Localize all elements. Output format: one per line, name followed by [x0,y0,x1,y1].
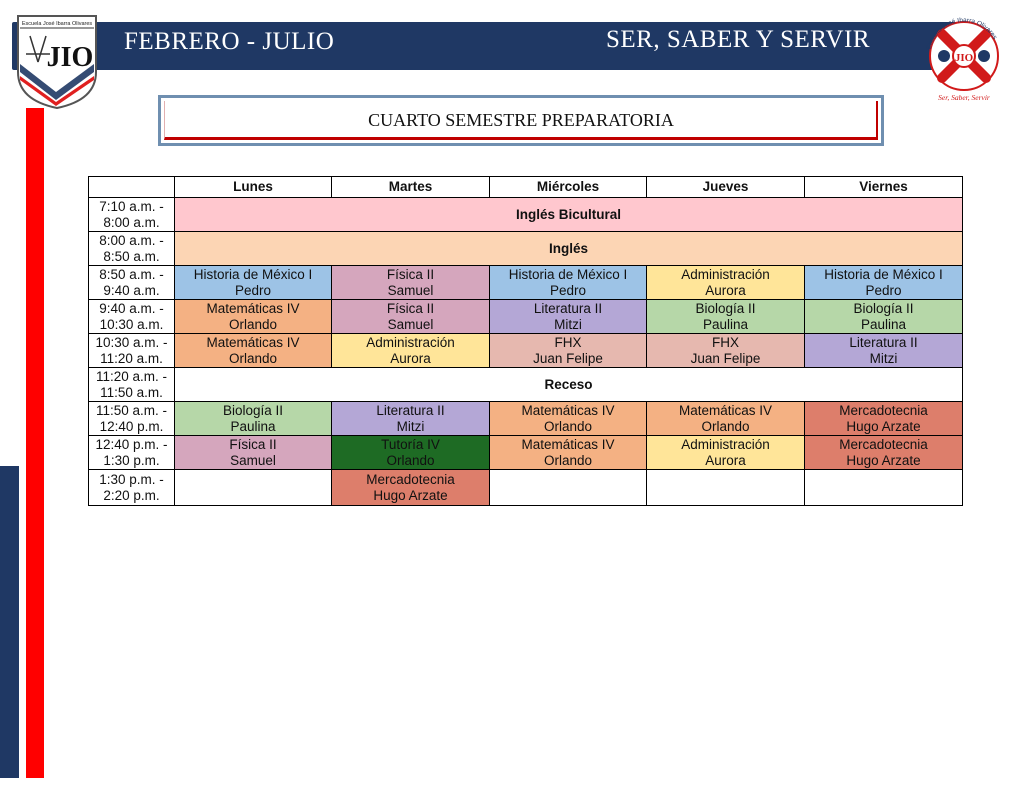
column-header-day: Miércoles [490,177,647,198]
class-cell: Literatura II Mitzi [490,300,647,334]
left-logo-letters: JIO [46,42,94,73]
table-row [89,436,963,470]
time-cell: 10:30 a.m. - 11:20 a.m. [89,334,175,368]
column-header-day: Viernes [805,177,963,198]
time-cell: 11:20 a.m. - 11:50 a.m. [89,368,175,402]
class-cell: Literatura II Mitzi [805,334,963,368]
class-cell: FHX Juan Felipe [490,334,647,368]
empty-cell [175,470,332,506]
class-cell: Biología II Paulina [647,300,805,334]
time-cell: 12:40 p.m. - 1:30 p.m. [89,436,175,470]
school-seal-logo [916,14,1012,106]
class-cell: Física II Samuel [332,266,490,300]
class-cell: FHX Juan Felipe [647,334,805,368]
class-cell: Matemáticas IV Orlando [175,300,332,334]
class-cell: Mercadotecnia Hugo Arzate [805,402,963,436]
time-cell: 9:40 a.m. - 10:30 a.m. [89,300,175,334]
right-logo-letters: JIO [954,52,974,64]
table-row [89,300,963,334]
time-cell: 11:50 a.m. - 12:40 p.m. [89,402,175,436]
class-cell: Física II Samuel [332,300,490,334]
class-cell: Biología II Paulina [805,300,963,334]
empty-cell [647,470,805,506]
class-cell: Historia de México I Pedro [175,266,332,300]
class-cell: Matemáticas IV Orlando [175,334,332,368]
class-cell: Mercadotecnia Hugo Arzate [805,436,963,470]
empty-cell [805,470,963,506]
table-row [89,334,963,368]
time-cell: 1:30 p.m. - 2:20 p.m. [89,470,175,506]
time-cell: 7:10 a.m. - 8:00 a.m. [89,198,175,232]
page-title: CUARTO SEMESTRE PREPARATORIA [368,110,674,130]
table-row [89,266,963,300]
class-cell: Tutoría IV Orlando [332,436,490,470]
time-cell: 8:50 a.m. - 9:40 a.m. [89,266,175,300]
school-shield-logo [16,14,98,110]
class-cell: Literatura II Mitzi [332,402,490,436]
navy-side-stripe [0,466,19,778]
column-header-time [89,177,175,198]
table-row [89,232,963,266]
table-row [89,198,963,232]
right-logo-top-text: Escuela José Ibarra Olivares [925,16,999,51]
class-cell: Física II Samuel [175,436,332,470]
header-row [89,177,963,198]
table-row [89,402,963,436]
schedule-table [88,176,963,506]
title-box [158,95,884,146]
time-cell: 8:00 a.m. - 8:50 a.m. [89,232,175,266]
class-cell: Matemáticas IV Orlando [647,402,805,436]
class-cell: Matemáticas IV Orlando [490,402,647,436]
class-cell: Historia de México I Pedro [490,266,647,300]
class-cell: Matemáticas IV Orlando [490,436,647,470]
column-header-day: Jueves [647,177,805,198]
empty-cell [490,470,647,506]
break-cell: Receso [175,368,963,402]
class-cell: Administración Aurora [647,266,805,300]
table-row [89,368,963,402]
table-row [89,470,963,506]
header-motto: SER, SABER Y SERVIR [606,26,871,53]
class-cell: Biología II Paulina [175,402,332,436]
class-cell-span: Inglés Bicultural [175,198,963,232]
right-logo-bottom-text: Ser, Saber, Servir [938,93,990,102]
class-cell: Administración Aurora [647,436,805,470]
column-header-day: Martes [332,177,490,198]
red-side-stripe [26,108,44,778]
class-cell: Historia de México I Pedro [805,266,963,300]
class-cell: Mercadotecnia Hugo Arzate [332,470,490,506]
left-logo-text: Escuela José Ibarra Olivares [21,21,93,27]
column-header-day: Lunes [175,177,332,198]
class-cell-span: Inglés [175,232,963,266]
class-cell: Administración Aurora [332,334,490,368]
header-period-title: FEBRERO - JULIO [124,28,335,55]
